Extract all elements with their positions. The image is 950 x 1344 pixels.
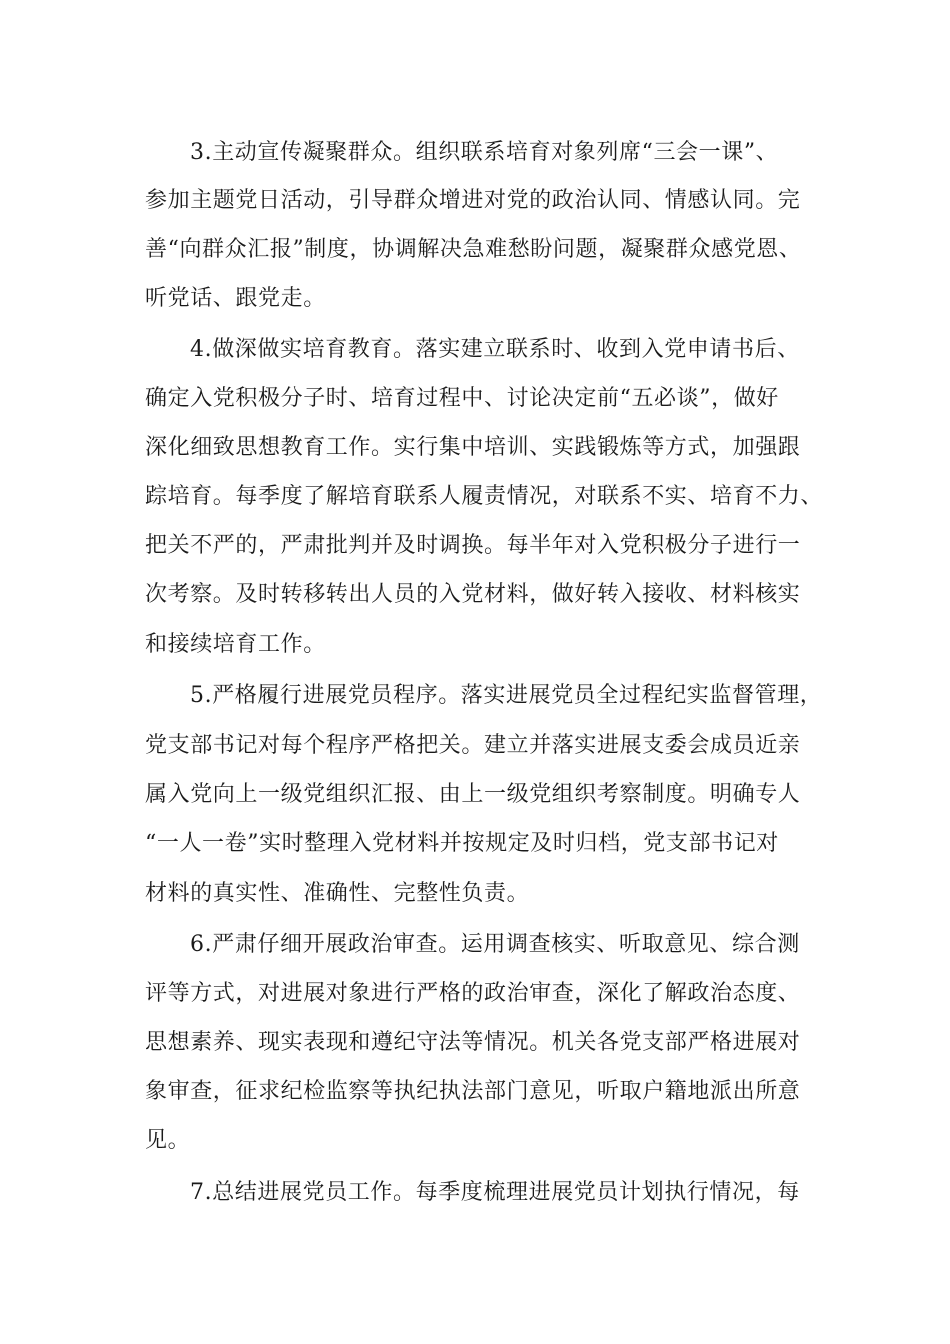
paragraph-4-line-4: 踪培育。每季度了解培育联系人履责情况，对联系不实、培育不力、 [145, 484, 824, 509]
paragraph-3-line-2: 参加主题党日活动，引导群众增进对党的政治认同、情感认同。完 [145, 188, 801, 213]
paragraph-3-line-4: 听党话、跟党走。 [145, 286, 326, 311]
paragraph-4-line-2: 确定入党积极分子时、培育过程中、讨论决定前“五必谈”，做好 [145, 386, 779, 411]
paragraph-4-line-5: 把关不严的，严肃批判并及时调换。每半年对入党积极分子进行一 [145, 533, 801, 558]
paragraph-3-line-3: 善“向群众汇报”制度，协调解决急难愁盼问题，凝聚群众感党恩、 [145, 237, 802, 262]
paragraph-4-line-1: 4.做深做实培育教育。落实建立联系时、收到入党申请书后、 [190, 337, 800, 362]
paragraph-7-line-1: 7.总结进展党员工作。每季度梳理进展党员计划执行情况，每 [190, 1180, 800, 1205]
paragraph-3-line-1: 3.主动宣传凝聚群众。组织联系培育对象列席“三会一课”、 [190, 140, 779, 165]
paragraph-6-line-1: 6.严肃仔细开展政治审查。运用调查核实、听取意见、综合测 [190, 932, 800, 957]
paragraph-4-line-6: 次考察。及时转移转出人员的入党材料，做好转入接收、材料核实 [145, 582, 801, 607]
paragraph-6-line-3: 思想素养、现实表现和遵纪守法等情况。机关各党支部严格进展对 [145, 1030, 801, 1055]
paragraph-5-line-4: “一人一卷”实时整理入党材料并按规定及时归档，党支部书记对 [145, 831, 779, 856]
paragraph-5-line-1: 5.严格履行进展党员程序。落实进展党员全过程纪实监督管理， [190, 683, 823, 708]
paragraph-4-line-3: 深化细致思想教育工作。实行集中培训、实践锻炼等方式，加强跟 [145, 435, 801, 460]
paragraph-5-line-2: 党支部书记对每个程序严格把关。建立并落实进展支委会成员近亲 [145, 733, 801, 758]
paragraph-6-line-2: 评等方式，对进展对象进行严格的政治审查，深化了解政治态度、 [145, 981, 801, 1006]
paragraph-5-line-5: 材料的真实性、准确性、完整性负责。 [145, 881, 530, 906]
paragraph-6-line-4: 象审查，征求纪检监察等执纪执法部门意见，听取户籍地派出所意 [145, 1079, 801, 1104]
paragraph-6-line-5: 见。 [145, 1128, 191, 1153]
paragraph-4-line-7: 和接续培育工作。 [145, 632, 326, 657]
paragraph-5-line-3: 属入党向上一级党组织汇报、由上一级党组织考察制度。明确专人 [145, 782, 801, 807]
